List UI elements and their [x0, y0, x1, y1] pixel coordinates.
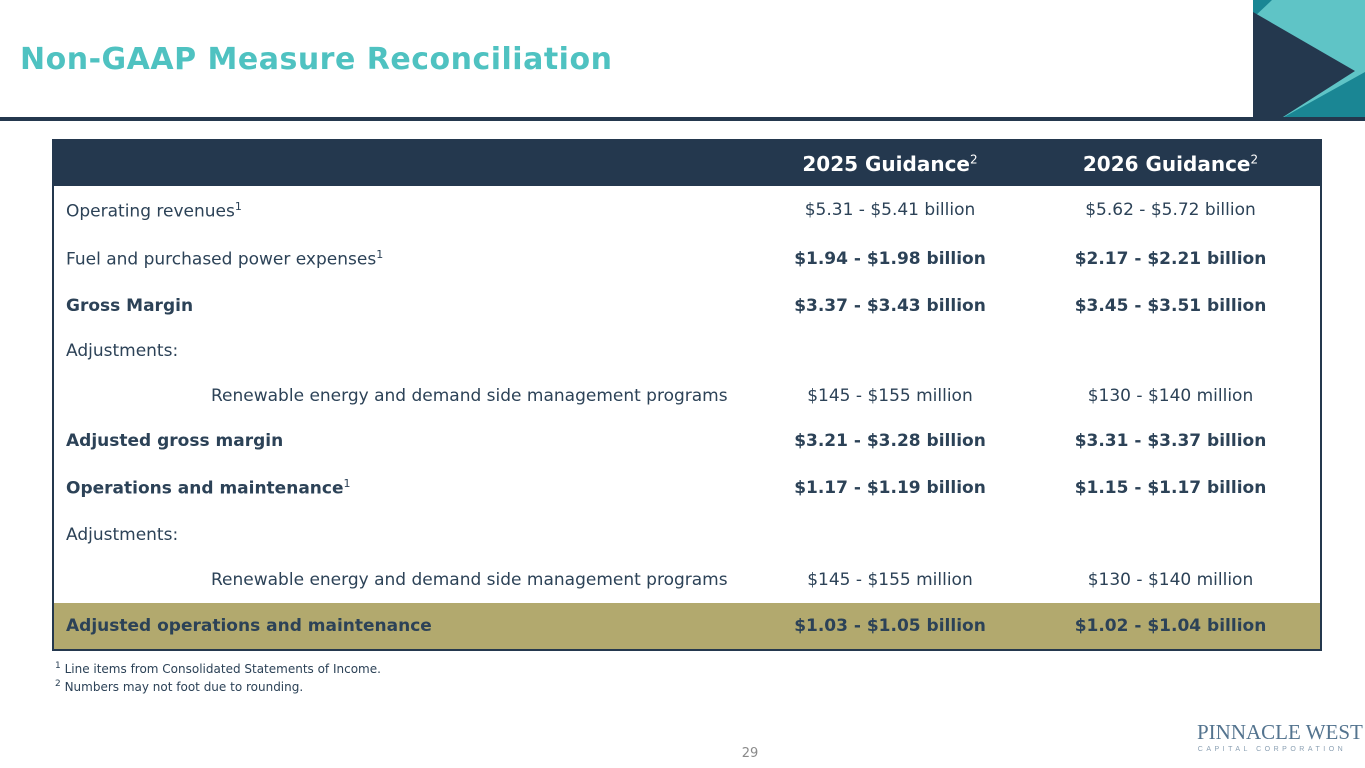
row-label-text: Renewable energy and demand side management programs	[211, 570, 728, 591]
table-row-renewable-energy-2	[53, 558, 1321, 603]
row-label-text: Adjustments:	[66, 525, 179, 546]
header-2025-label: 2025 Guidance	[802, 151, 970, 176]
table-row-adjusted-gross-margin	[53, 419, 1321, 464]
page-title: Non-GAAP Measure Reconciliation	[20, 42, 613, 77]
row-label	[53, 374, 759, 419]
value-2025: $1.03 - $1.05 billion	[759, 603, 1021, 650]
table-row-operations-maintenance	[53, 464, 1321, 513]
row-label-text: Adjusted gross margin	[66, 431, 284, 452]
row-label-text: Adjusted operations and maintenance	[66, 615, 432, 636]
value-2026	[1021, 513, 1321, 558]
header-empty-cell	[53, 140, 759, 186]
value-2025	[759, 513, 1021, 558]
footnote-ref: 1	[376, 248, 384, 262]
value-2026: $130 - $140 million	[1021, 558, 1321, 603]
value-2025: $5.31 - $5.41 billion	[759, 186, 1021, 235]
row-label	[53, 235, 759, 284]
table-row-adjustments-2	[53, 513, 1321, 558]
row-label-text: Gross Margin	[66, 296, 194, 317]
row-label	[53, 603, 759, 650]
table-header-row	[53, 140, 1321, 186]
value-2026: $3.31 - $3.37 billion	[1021, 419, 1321, 464]
table-row-adjustments-1	[53, 329, 1321, 374]
header-2026-guidance	[1021, 140, 1321, 186]
header-2026-footnote-ref: 2	[1250, 151, 1259, 166]
guidance-table	[52, 139, 1322, 651]
row-label-text: Renewable energy and demand side management programs	[211, 386, 728, 407]
value-2026	[1021, 329, 1321, 374]
value-2025: $3.21 - $3.28 billion	[759, 419, 1021, 464]
pinnacle-west-logo	[1197, 720, 1363, 753]
logo-subtitle: CAPITAL CORPORATION	[1197, 746, 1347, 753]
value-2026: $3.45 - $3.51 billion	[1021, 284, 1321, 329]
value-2026: $130 - $140 million	[1021, 374, 1321, 419]
row-label	[53, 558, 759, 603]
row-label	[53, 329, 759, 374]
value-2025: $145 - $155 million	[759, 374, 1021, 419]
footnote-2-text: Numbers may not foot due to rounding.	[64, 680, 304, 694]
footnotes	[55, 659, 381, 695]
row-label-text: Adjustments:	[66, 341, 179, 362]
value-2026: $2.17 - $2.21 billion	[1021, 235, 1321, 284]
value-2026: $5.62 - $5.72 billion	[1021, 186, 1321, 235]
row-label-text: Operations and maintenance	[66, 478, 344, 499]
value-2025: $145 - $155 million	[759, 558, 1021, 603]
header-2026-label: 2026 Guidance	[1082, 151, 1251, 176]
footnote-1-marker: 1	[55, 661, 61, 671]
value-2025	[759, 329, 1021, 374]
footnote-2-marker: 2	[55, 679, 61, 689]
value-2025: $1.17 - $1.19 billion	[759, 464, 1021, 513]
row-label	[53, 513, 759, 558]
value-2025: $3.37 - $3.43 billion	[759, 284, 1021, 329]
table-row-fuel-purchased-power	[53, 235, 1321, 284]
value-2026: $1.02 - $1.04 billion	[1021, 603, 1321, 650]
header-2025-footnote-ref: 2	[969, 151, 978, 166]
row-label-text: Fuel and purchased power expenses	[66, 250, 377, 270]
footnote-ref: 1	[343, 477, 351, 491]
row-label	[53, 186, 759, 235]
table-row-operating-revenues	[53, 186, 1321, 235]
value-2025: $1.94 - $1.98 billion	[759, 235, 1021, 284]
title-divider	[0, 117, 1365, 121]
row-label	[53, 284, 759, 329]
table-row-adjusted-operations-maintenance	[53, 603, 1321, 650]
row-label	[53, 419, 759, 464]
header-2025-guidance	[759, 140, 1021, 186]
corner-decoration-graphic	[1253, 0, 1365, 117]
logo-company-name: PINNACLE WEST	[1197, 720, 1363, 744]
row-label	[53, 464, 759, 513]
footnote-ref: 1	[234, 199, 242, 213]
footnote-1	[55, 659, 381, 677]
page-number: 29	[741, 746, 759, 761]
row-label-text: Operating revenues	[66, 201, 235, 222]
table-row-renewable-energy-1	[53, 374, 1321, 419]
value-2026: $1.15 - $1.17 billion	[1021, 464, 1321, 513]
table-row-gross-margin	[53, 284, 1321, 329]
footnote-1-text: Line items from Consolidated Statements of Income.	[64, 662, 381, 676]
footnote-2	[55, 677, 381, 695]
